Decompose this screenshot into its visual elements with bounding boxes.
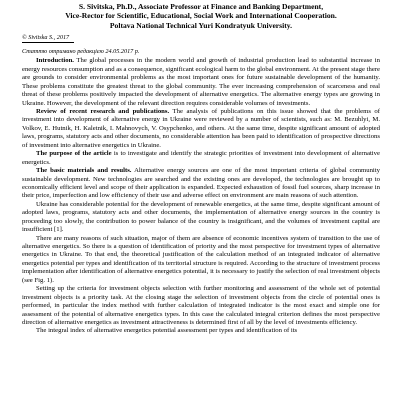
paragraph-lead: The basic materials and results. [36, 167, 132, 175]
paper-page [22, 0, 380, 400]
paragraph-text: is to investigate and identify the strategic priorities of investment into development of alternative energetics. [22, 150, 380, 166]
paragraph-body [22, 235, 380, 286]
paragraph-purpose [22, 150, 380, 167]
paragraph-text: Setting up the criteria for investment objects selection with further monitoring and assessment of the whole set of potential investment objects is a priority task. At the closing stage the selection of investment objects from the circle of potential ones is performed, in particular the index method with further calculation of integrated indicator is the most exact and simple one for assessment of the potential of alternative energetics types. In this case the calculated integral criterion defines the most perspective direction of alternative energetics as investment attractiveness is determined first of all by the level of investments efficiency. [22, 285, 380, 326]
paragraph-text: The integral index of alternative energetics potential assessment per types and identification of its [36, 327, 298, 335]
paragraph-lead: Introduction. [36, 57, 74, 65]
paragraph-text: There are many reasons of such situation, major of them are absence of economic incentives system of transition to the use of alternative energetics. So there is a question of identification of priority and the most perspective for investment types of alternative energetics in Ukraine. To that end, the theoretical justification of the calculation method of an integrated indicator of alternative energetics potential per types and identification of its territorial structure is required. According to the structure of investment process implementation after identification of alternative energetics potential, it is necessary to justify the selection of real investment objects (see Fig. 1). [22, 234, 380, 284]
paragraph-text: Alternative energy sources are one of the most important criteria of global community sustainable development. New technologies are searched and the existing ones are developed, the technologies are brought up to economically efficient level and scope of their application is expanded. Expected exhaustion of fossil fuel sources, sharp increase in their price, imperfection and low efficiency of their use and adverse effect on environment are main reasons of such attention. [22, 167, 380, 200]
paragraph-review [22, 108, 380, 150]
copyright-note: © Sivitska S., 2017 [22, 33, 70, 41]
article-body [22, 57, 380, 335]
author-line: Poltava National Technical Yuri Kondratyuk University. [109, 20, 293, 30]
paragraph-body [22, 285, 380, 327]
paragraph-text: Ukraine has considerable potential for the development of renewable energetics, at the same time, despite significant amount of adopted laws, programs, statutory acts and other documents, the implementation of alternative energy sources in the country is proceeding too slowly, the contribution to power balance of the country is insignificant, and the volumes of investment capital are insufficient [1]. [22, 200, 380, 234]
paragraph-text: The global processes in the modern world and growth of industrial production lead to substantial increase in energy resources consumption and as a consequence, significant ecological harm to the global environment. At the present stage there are grounds to consider environmental problems as the most important ones for future sustainable development of the humanity. These problems constitute the greatest threat to the global community. The ever increasing comprehension of scarceness and real threat of these problems positively impacted the development of alternative energetics. The alternative energy types are growing in Ukraine. However, the development of the relevant direction requires considerable volumes of investments. [22, 57, 380, 107]
author-line: S. Sivitska, Ph.D., Associate Professor at Finance and Banking Department, [78, 2, 324, 11]
paragraph-introduction [22, 57, 380, 108]
paragraph-body [22, 201, 380, 235]
paragraph-results [22, 167, 380, 201]
paragraph-body [22, 327, 380, 335]
author-block [22, 0, 380, 30]
received-date: Статтю отримано редакцією 24.05.2017 р. [22, 47, 140, 55]
paragraph-lead: The purpose of the article [36, 150, 112, 158]
divider [22, 42, 74, 43]
author-line: Vice-Rector for Scientific, Educational, Social Work and International Cooperation. [65, 11, 337, 21]
paragraph-lead: Review of recent research and publications. [36, 108, 170, 115]
paragraph-text: The analysis of publications on this issue showed that the problems of investment into development of alternative energy in Ukraine were reviewed by a number of scientists, such as: M. Bezuhlyi, M. Volkov, E. Hutnik, H. Kaletnik, I. Mahnovych, V. Osypchenko, and others. At the same time, despite significant amount of adopted laws, programs, statutory acts and other documents, no considerable attention has been paid to identification of prospective directions of investment into alternative energetics in Ukraine. [22, 108, 380, 149]
